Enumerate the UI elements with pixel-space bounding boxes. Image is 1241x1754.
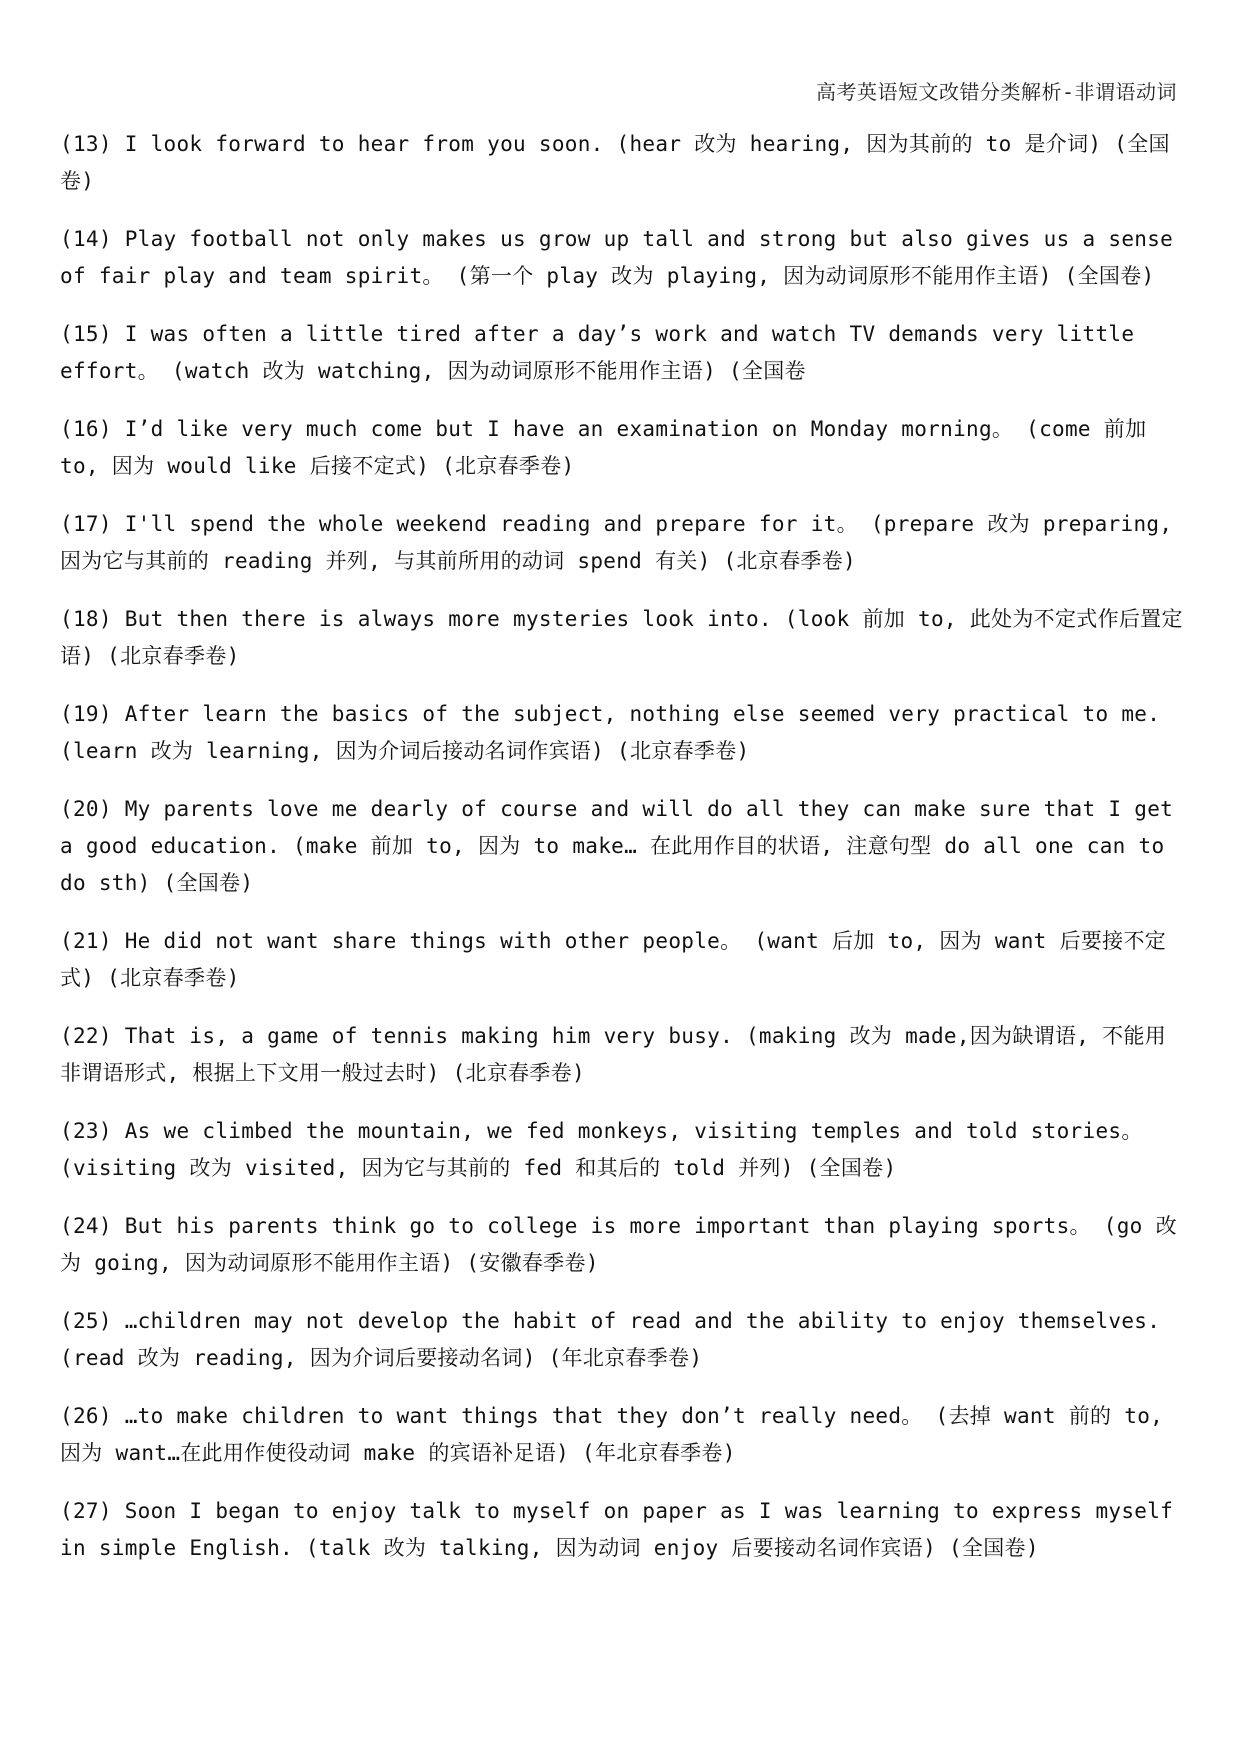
entry-17: (17) I'll spend the whole weekend reading and prepare for it。 (prepare 改为 preparing, 因为它与其前的 reading 并列, 与其前所用的动词 spend 有关) (北京春季卷) (60, 512, 1173, 573)
entry-24: (24) But his parents think go to college is more important than playing sports。 (go 改为 going, 因为动词原形不能用作主语) (安徽春季卷) (60, 1214, 1177, 1275)
page-header-title: 高考英语短文改错分类解析-非谓语动词 (815, 80, 1177, 104)
entry-27: (27) Soon I began to enjoy talk to myself on paper as I was learning to express myself in simple English. (talk 改为 talking, 因为动词 enjoy 后要接动名词作宾语) (全国卷) (60, 1499, 1174, 1560)
entry-15: (15) I was often a little tired after a day’s work and watch TV demands very little effort。 (watch 改为 watching, 因为动词原形不能用作主语) (全国卷 (60, 322, 1135, 383)
entry-22: (22) That is, a game of tennis making him very busy. (making 改为 made,因为缺谓语, 不能用非谓语形式, 根据上下文用一般过去时) (北京春季卷) (60, 1024, 1167, 1085)
entry-20: (20) My parents love me dearly of course and will do all they can make sure that I get a good education. (make 前加 to, 因为 to make… 在此用作目的状语, 注意句型 do all one can to do sth) (全国卷) (60, 797, 1174, 895)
entry-26: (26) …to make children to want things that they don’t really need。 (去掉 want 前的 to, 因为 want…在此用作使役动词 make 的宾语补足语) (年北京春季卷) (60, 1404, 1164, 1465)
entry-18: (18) But then there is always more mysteries look into. (look 前加 to, 此处为不定式作后置定语) (北京春季卷) (60, 607, 1183, 668)
entry-23: (23) As we climbed the mountain, we fed monkeys, visiting temples and told stories。 (visiting 改为 visited, 因为它与其前的 fed 和其后的 told 并列) (全国卷) (60, 1119, 1143, 1180)
entry-14: (14) Play football not only makes us grow up tall and strong but also gives us a sense of fair play and team spirit。 (第一个 play 改为 playing, 因为动词原形不能用作主语) (全国卷) (60, 227, 1174, 288)
entry-21: (21) He did not want share things with other people。 (want 后加 to, 因为 want 后要接不定式) (北京春季卷) (60, 929, 1167, 990)
entry-25: (25) …children may not develop the habit of read and the ability to enjoy themselves. (read 改为 reading, 因为介词后要接动名词) (年北京春季卷) (60, 1309, 1161, 1370)
entry-list (60, 126, 1185, 1588)
entry-19: (19) After learn the basics of the subject, nothing else seemed very practical to me. (learn 改为 learning, 因为介词后接动名词作宾语) (北京春季卷) (60, 702, 1161, 763)
entry-16: (16) I’d like very much come but I have an examination on Monday morning。 (come 前加 to, 因为 would like 后接不定式) (北京春季卷) (60, 417, 1147, 478)
entry-13: (13) I look forward to hear from you soon. (hear 改为 hearing, 因为其前的 to 是介词) (全国卷) (60, 132, 1170, 193)
